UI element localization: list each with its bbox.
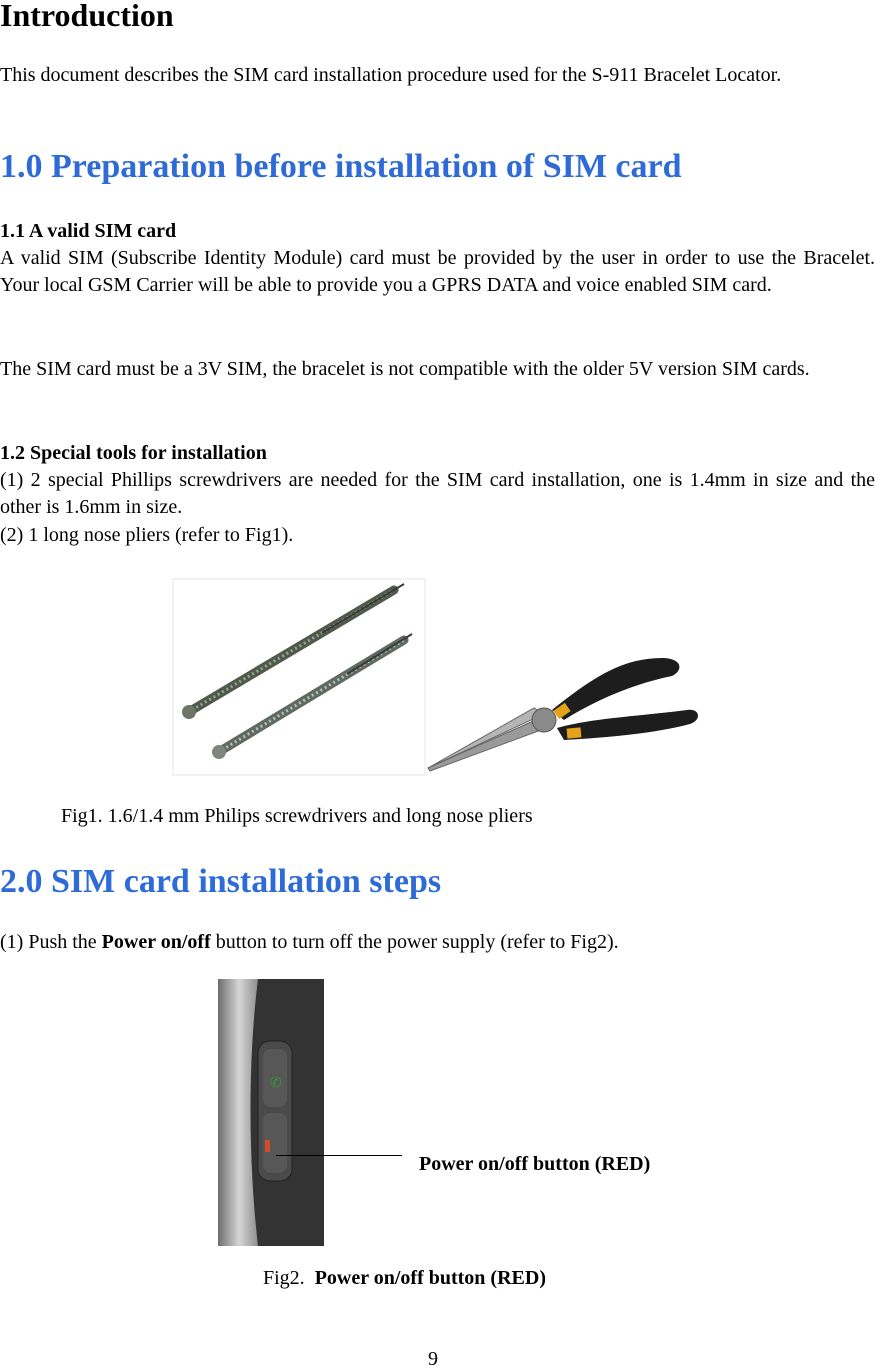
step-1	[0, 929, 875, 956]
subsection-1-1-para2: The SIM card must be a 3V SIM, the bracelet is not compatible with the older 5V version SIM cards.	[0, 358, 810, 380]
fig1-caption: Fig1. 1.6/1.4 mm Philips screwdrivers and long nose pliers	[61, 805, 533, 827]
step-1-text-start: (1) Push the	[0, 931, 102, 953]
fig2-callout-label: Power on/off button (RED)	[419, 1153, 651, 1175]
section2-heading: 2.0 SIM card installation steps	[0, 863, 442, 900]
step-1-bold-term: Power on/off	[101, 931, 211, 953]
fig1-image	[172, 578, 712, 776]
power-button-icon	[263, 1113, 287, 1173]
intro-paragraph: This document describes the SIM card installation procedure used for the S-911 Bracelet Locator.	[0, 64, 782, 86]
fig2-callout-line	[276, 1155, 402, 1156]
fig2-caption	[263, 1265, 546, 1291]
call-button-icon	[263, 1049, 287, 1107]
subsection-1-1-para1: A valid SIM (Subscribe Identity Module) card must be provided by the user in order to use the Bracelet. Your local GSM Carrier will be able to provide you a GPRS DATA and voice enabled SIM card.	[0, 247, 875, 296]
tools-item-1: (1) 2 special Phillips screwdrivers are needed for the SIM card installation, one is 1.4mm in size and the other is 1.6mm in size.	[0, 469, 875, 518]
section1-heading: 1.0 Preparation before installation of SIM card	[0, 148, 682, 185]
tools-item-2: (2) 1 long nose pliers (refer to Fig1).	[0, 524, 294, 546]
subsection-1-2-title: 1.2 Special tools for installation	[0, 442, 267, 464]
long-nose-pliers-icon	[428, 658, 698, 771]
subsection-1-1-title: 1.1 A valid SIM card	[0, 220, 177, 242]
fig2-image	[218, 979, 324, 1246]
svg-text:✆: ✆	[270, 1075, 282, 1091]
intro-heading: Introduction	[0, 0, 174, 33]
step-1-text-end: button to turn off the power supply (refer to Fig2).	[210, 931, 619, 953]
fig2-caption-title: Power on/off button (RED)	[314, 1267, 546, 1289]
fig2-caption-prefix: Fig2.	[263, 1267, 305, 1289]
page-number: 9	[428, 1348, 438, 1370]
